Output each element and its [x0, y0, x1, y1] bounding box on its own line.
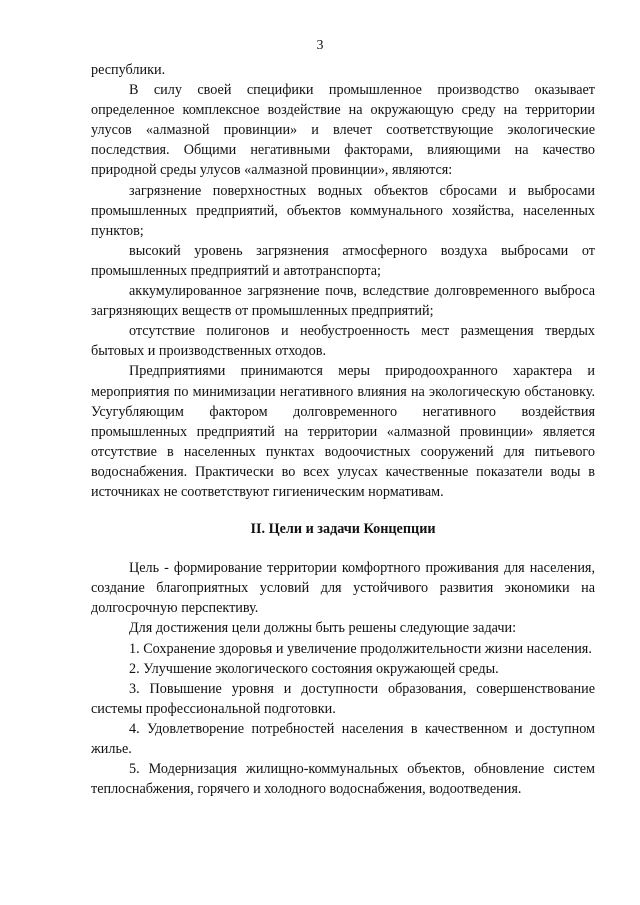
task-item: 5. Модернизация жилищно-коммунальных объектов, обновление систем теплоснабжения, горячего и холодного водоснабжения, водоотведения. [91, 761, 595, 798]
page-number: 3 [316, 38, 324, 53]
paragraph-list-item: высокий уровень загрязнения атмосферного воздуха выбросами от промышленных предприятий и автотранспорта; [91, 242, 595, 279]
paragraph-goal: Цель - формирование территории комфортного проживания для населения, создание благоприятных условий для устойчивого развития экономики на долгосрочную перспективу. [91, 560, 595, 617]
paragraph: Для достижения цели должны быть решены следующие задачи: [129, 620, 517, 637]
section-heading: II. Цели и задачи Концепции [250, 521, 436, 538]
task-item: 4. Удовлетворение потребностей населения в качественном и доступном жилье. [91, 720, 595, 757]
paragraph-list-item: аккумулированное загрязнение почв, вследствие долговременного выброса загрязняющих веществ от промышленных предприятий; [91, 283, 595, 320]
paragraph: Предприятиями принимаются меры природоохранного характера и мероприятия по минимизации негативного влияния на экологическую обстановку. Усугубляющим фактором долговременного негативного воздействия промышленных предприятий на территории «алмазной провинции» является отсутствие в населенных пунктах водоочистных сооружений для питьевого водоснабжения. Практически во всех улусах качественные показатели воды в источниках не соответствуют гигиеническим нормативам. [91, 363, 595, 500]
paragraph-continuation: республики. [91, 62, 166, 78]
task-item: 2. Улучшение экологического состояния окружающей среды. [129, 660, 499, 677]
task-item: 3. Повышение уровня и доступности образования, совершенствование системы профессиональной подготовки. [91, 680, 595, 717]
paragraph-list-item: отсутствие полигонов и необустроенность мест размещения твердых бытовых и производственных отходов. [91, 323, 595, 360]
document-body [91, 60, 595, 799]
paragraph-list-item: загрязнение поверхностных водных объектов сбросами и выбросами промышленных предприятий, объектов коммунального хозяйства, населенных пунктов; [91, 182, 595, 239]
paragraph: В силу своей специфики промышленное производство оказывает определенное комплексное воздействие на окружающую среду на территории улусов «алмазной провинции» и влечет соответствующие экологические последствия. Общими негативными факторами, влияющими на качество природной среды улусов «алмазной провинции», являются: [91, 82, 595, 179]
task-item: 1. Сохранение здоровья и увеличение продолжительности жизни населения. [129, 640, 592, 657]
